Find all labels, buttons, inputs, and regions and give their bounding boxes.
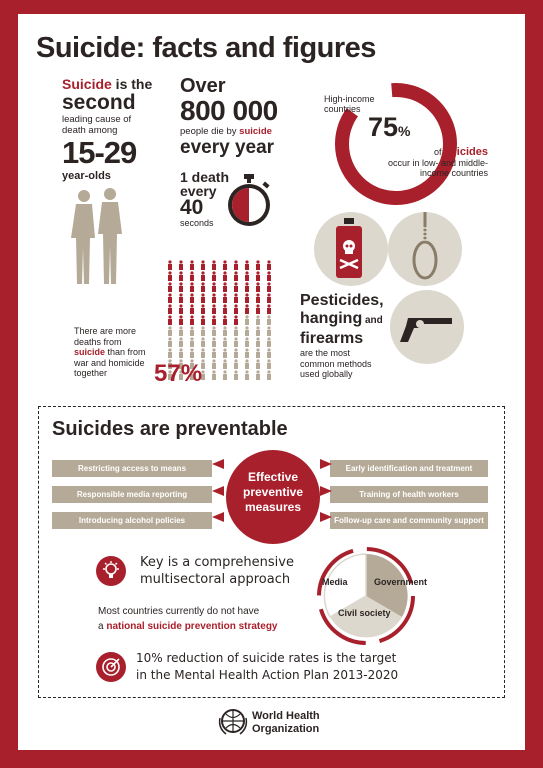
- person-figure: [245, 337, 249, 347]
- sector-civil-society: Civil society: [338, 608, 391, 618]
- more-deaths-line4: together: [74, 368, 108, 378]
- sector-government: Government: [374, 577, 428, 587]
- effective-text: Effective: [247, 470, 299, 484]
- person-figure: [234, 271, 238, 281]
- person-figure: [245, 359, 249, 369]
- suicide-word-3: suicide: [74, 347, 106, 357]
- person-figure: [245, 271, 249, 281]
- measure-left-3: Introducing alcohol policies: [52, 512, 212, 529]
- target-line1: 10% reduction of suicide rates is the target: [136, 651, 397, 665]
- noose-icon: [408, 212, 442, 282]
- target-line2: in the Mental Health Action Plan 2013-2020: [136, 668, 399, 682]
- person-figure: [223, 293, 227, 303]
- person-figure: [223, 359, 227, 369]
- person-figure: [223, 304, 227, 314]
- person-figure: [234, 282, 238, 292]
- measure-left-1: Restricting access to means: [52, 460, 212, 477]
- person-figure: [201, 260, 205, 270]
- person-figure: [223, 282, 227, 292]
- person-figure: [234, 293, 238, 303]
- measure-arrows: [212, 454, 332, 534]
- is-the-text: is the: [111, 76, 153, 92]
- who-name: [252, 710, 320, 736]
- percent-75: [368, 112, 411, 143]
- person-figure: [245, 260, 249, 270]
- person-figure: [179, 304, 183, 314]
- person-figure: [190, 282, 194, 292]
- person-figure: [201, 304, 205, 314]
- person-figure: [179, 348, 183, 358]
- person-figure: [267, 337, 271, 347]
- forty-text: 40: [180, 196, 204, 219]
- occur-text: occur in low- and middle-: [387, 157, 488, 168]
- measure-left-2: Responsible media reporting: [52, 486, 212, 503]
- person-figure: [234, 304, 238, 314]
- person-figure: [234, 326, 238, 336]
- person-figure: [179, 293, 183, 303]
- person-figure: [245, 370, 249, 380]
- over-text: Over: [180, 75, 226, 97]
- person-figure: [168, 271, 172, 281]
- person-figure: [212, 304, 216, 314]
- person-figure: [223, 315, 227, 325]
- person-figure: [256, 304, 260, 314]
- sector-pie-chart: [312, 544, 420, 648]
- person-figure: [245, 293, 249, 303]
- deaths-per-year-block: [180, 76, 310, 159]
- person-figure: [201, 271, 205, 281]
- young-people-silhouettes: [66, 186, 128, 286]
- person-figure: [234, 370, 238, 380]
- every-text: every: [180, 183, 217, 199]
- key-approach-text: [140, 554, 294, 588]
- strategy-name: national suicide prevention strategy: [106, 621, 278, 632]
- person-figure: [245, 282, 249, 292]
- methods-line4: are the most: [300, 348, 351, 358]
- person-figure: [168, 293, 172, 303]
- person-figure: [267, 293, 271, 303]
- person-figure: [190, 304, 194, 314]
- person-figure: [212, 271, 216, 281]
- person-figure: [267, 326, 271, 336]
- person-figure: [223, 271, 227, 281]
- sector-media: Media: [322, 577, 348, 587]
- seconds-text: seconds: [180, 218, 214, 228]
- one-death-text: 1 death: [180, 169, 230, 185]
- person-figure: [245, 326, 249, 336]
- deaths-number: 800 000: [180, 95, 278, 126]
- person-figure: [256, 359, 260, 369]
- preventive-text: preventive: [242, 485, 304, 499]
- person-figure: [256, 260, 260, 270]
- person-figure: [234, 359, 238, 369]
- person-figure: [234, 348, 238, 358]
- people-die-text: people die by: [180, 126, 240, 137]
- person-figure: [212, 359, 216, 369]
- person-figure: [190, 293, 194, 303]
- person-figure: [190, 326, 194, 336]
- second-cause-block: [62, 76, 172, 183]
- person-figure: [256, 271, 260, 281]
- methods-line6: used globally: [300, 369, 353, 379]
- person-figure: [168, 315, 172, 325]
- more-deaths-line2: deaths from: [74, 336, 122, 347]
- pct-75-sign: %: [398, 123, 411, 139]
- person-figure: [267, 260, 271, 270]
- person-figure: [201, 348, 205, 358]
- person-figure: [223, 337, 227, 347]
- person-figure: [212, 293, 216, 303]
- person-figure: [212, 260, 216, 270]
- page-title: Suicide: facts and figures: [36, 32, 376, 64]
- who-line2: Organization: [252, 723, 320, 735]
- suicide-word: Suicide: [62, 76, 112, 92]
- person-figure: [179, 260, 183, 270]
- person-figure: [256, 326, 260, 336]
- hanging-text: hanging: [300, 310, 363, 327]
- age-range: 15-29: [62, 135, 137, 170]
- high-income-text: High-income: [324, 94, 375, 104]
- methods-line5: common methods: [300, 358, 372, 369]
- percent-57: 57%: [154, 360, 203, 387]
- a-text: a: [98, 621, 107, 632]
- person-figure: [168, 337, 172, 347]
- key-line2: multisectoral approach: [140, 572, 291, 587]
- preventable-title: Suicides are preventable: [52, 418, 288, 440]
- person-figure: [212, 315, 216, 325]
- person-figure: [223, 370, 227, 380]
- person-figure: [234, 260, 238, 270]
- person-figure: [190, 271, 194, 281]
- person-figure: [190, 337, 194, 347]
- person-figure: [267, 282, 271, 292]
- person-figure: [267, 370, 271, 380]
- of-text: of: [433, 147, 444, 157]
- person-figure: [179, 271, 183, 281]
- person-figure: [256, 370, 260, 380]
- stopwatch-icon: [224, 174, 274, 228]
- person-figure: [256, 282, 260, 292]
- measure-right-3: Follow-up care and community support: [330, 512, 488, 529]
- person-figure: [256, 315, 260, 325]
- person-figure: [179, 326, 183, 336]
- measure-right-2: Training of health workers: [330, 486, 488, 503]
- person-figure: [212, 370, 216, 380]
- person-figure: [267, 304, 271, 314]
- measure-right-1: Early identification and treatment: [330, 460, 488, 477]
- second-text: second: [62, 91, 136, 114]
- year-olds-text: year-olds: [62, 170, 111, 182]
- person-figure: [168, 282, 172, 292]
- high-income-label: [324, 94, 375, 114]
- person-figure: [256, 348, 260, 358]
- person-figure: [168, 326, 172, 336]
- person-figure: [168, 260, 172, 270]
- person-figure: [201, 282, 205, 292]
- and-text: and: [362, 315, 383, 326]
- person-figure: [201, 337, 205, 347]
- suicides-word: suicides: [443, 146, 488, 158]
- person-figure: [223, 348, 227, 358]
- person-figure: [212, 282, 216, 292]
- target-text: [136, 650, 398, 684]
- person-figure: [234, 315, 238, 325]
- target-icon: [101, 657, 121, 677]
- who-line1: World Health: [252, 710, 320, 722]
- gun-icon: [398, 312, 454, 342]
- person-figure: [168, 304, 172, 314]
- more-deaths-line3: war and homicide: [74, 357, 145, 368]
- person-figure: [168, 348, 172, 358]
- suicide-word-2: suicide: [239, 126, 272, 137]
- person-figure: [190, 260, 194, 270]
- firearms-text: firearms: [300, 330, 364, 347]
- every-year-text: every year: [180, 137, 275, 158]
- person-figure: [201, 326, 205, 336]
- person-figure: [256, 337, 260, 347]
- strategy-text: [98, 604, 278, 634]
- person-figure: [267, 359, 271, 369]
- than-from-text: than from: [105, 347, 146, 357]
- person-figure: [234, 337, 238, 347]
- more-deaths-line1: There are more: [74, 326, 137, 336]
- lightbulb-icon: [102, 561, 120, 581]
- death-among-text: death among: [62, 125, 118, 136]
- who-emblem-icon: [218, 706, 248, 738]
- pesticide-icon: [332, 218, 370, 280]
- person-figure: [223, 326, 227, 336]
- person-figure: [256, 293, 260, 303]
- pct-75-value: 75: [368, 112, 399, 142]
- person-figure: [190, 315, 194, 325]
- countries-text: countries: [324, 104, 361, 114]
- person-figure: [267, 315, 271, 325]
- person-figure: [245, 304, 249, 314]
- most-countries-text: Most countries currently do not have: [98, 606, 260, 617]
- person-figure: [267, 271, 271, 281]
- infographic-page: [18, 14, 525, 750]
- person-figure: [245, 348, 249, 358]
- person-figure: [179, 315, 183, 325]
- person-figure: [190, 348, 194, 358]
- person-figure: [179, 282, 183, 292]
- person-figure: [223, 260, 227, 270]
- suicides-occur-text: [346, 147, 488, 179]
- person-figure: [245, 315, 249, 325]
- key-line1: Key is a comprehensive: [140, 555, 294, 570]
- person-figure: [201, 315, 205, 325]
- person-figure: [179, 337, 183, 347]
- methods-text: [300, 292, 392, 380]
- leading-cause-text: leading cause of: [62, 114, 132, 125]
- person-figure: [212, 337, 216, 347]
- income-countries-text: income countries: [419, 168, 488, 178]
- person-figure: [267, 348, 271, 358]
- pesticides-text: Pesticides,: [300, 292, 384, 309]
- measures-text: measures: [244, 500, 302, 514]
- more-deaths-text: [74, 326, 164, 379]
- one-death-block: [180, 170, 229, 229]
- person-figure: [201, 293, 205, 303]
- person-figure: [212, 326, 216, 336]
- person-figure: [212, 348, 216, 358]
